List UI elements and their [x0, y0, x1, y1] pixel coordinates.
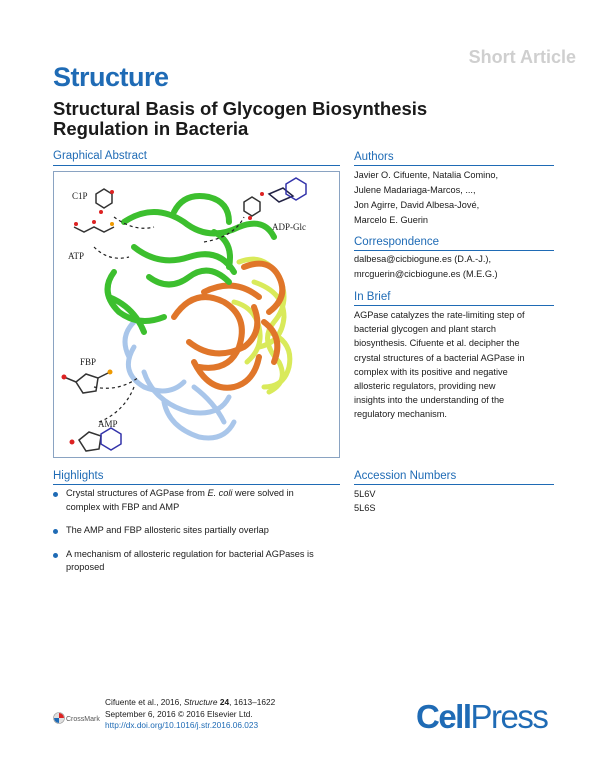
highlight-item [53, 548, 343, 575]
brief-line: regulatory mechanism. [354, 409, 447, 420]
author-line: Javier O. Cifuente, Natalia Comino, [354, 170, 498, 180]
email-link[interactable]: mrcguerin@cicbiogune.es (M.E.G.) [354, 269, 498, 279]
highlight-text: proposed [66, 562, 105, 572]
highlight-item [53, 487, 343, 514]
crossmark-text: CrossMark [66, 716, 100, 723]
ligand-amp [70, 428, 122, 451]
highlights-list [53, 487, 343, 585]
journal-name: Structure [53, 62, 169, 92]
logo-press: Press [470, 698, 548, 735]
citation-journal: Structure [183, 697, 218, 707]
accession-list [354, 487, 375, 515]
brief-line: complex with its positive and negative [354, 366, 508, 377]
accession-numbers-heading: Accession Numbers [354, 470, 457, 482]
bullet-icon [53, 553, 58, 558]
accession-number[interactable]: 5L6S [354, 503, 376, 513]
brief-line: insights into the understanding of the [354, 395, 505, 406]
label-atp: ATP [68, 251, 85, 261]
brief-line: biosynthesis. Cifuente et al. decipher the [354, 338, 520, 349]
highlight-italic: E. coli [207, 488, 233, 498]
citation-pages: , 1613–1622 [229, 697, 276, 707]
section-rule [53, 165, 340, 166]
authors-heading: Authors [354, 151, 394, 163]
citation-block [105, 697, 275, 732]
doi-link[interactable]: http://dx.doi.org/10.1016/j.str.2016.06.023 [105, 720, 259, 730]
crossmark-icon [53, 711, 101, 725]
accession-number[interactable]: 5L6V [354, 489, 376, 499]
section-rule [53, 484, 340, 485]
highlight-text: complex with FBP and AMP [66, 501, 180, 512]
graphical-abstract-figure [53, 171, 340, 458]
title-line-1: Structural Basis of Glycogen Biosynthesis [53, 98, 428, 119]
bullet-icon [53, 529, 58, 534]
in-brief-text [354, 308, 550, 422]
author-line: Julene Madariaga-Marcos, ..., [354, 185, 476, 195]
highlight-text: The AMP and FBP allosteric sites partially overlap [66, 525, 269, 535]
citation-date: September 6, 2016 © 2016 Elsevier Ltd. [105, 708, 253, 719]
cellpress-logo [416, 698, 547, 736]
brief-line: crystal structures of a bacterial AGPase in [354, 352, 525, 363]
ligand-c1p [96, 189, 114, 214]
highlight-item [53, 524, 343, 538]
brief-line: allosteric regulators, providing new [354, 381, 496, 392]
protein-structure-illustration [54, 172, 339, 457]
authors-list [354, 168, 554, 228]
graphical-abstract-heading: Graphical Abstract [53, 150, 147, 162]
ligand-adp-glc [244, 178, 306, 220]
ligand-fbp [62, 370, 113, 394]
citation-volume: 24 [217, 697, 230, 707]
crossmark-logo[interactable] [53, 711, 101, 730]
correspondence-heading: Correspondence [354, 236, 440, 248]
citation-line [105, 697, 275, 709]
brief-line: AGPase catalyzes the rate-limiting step of [354, 310, 525, 320]
author-line: Marcelo E. Guerin [354, 215, 429, 225]
ligand-atp [74, 220, 114, 232]
section-rule [354, 165, 554, 166]
label-fbp: FBP [80, 357, 97, 367]
section-rule [354, 305, 554, 306]
section-rule [354, 484, 554, 485]
highlights-heading: Highlights [53, 470, 104, 482]
email-link[interactable]: dalbesa@cicbiogune.es (D.A.-J.), [354, 254, 491, 264]
highlight-text: Crystal structures of AGPase from [66, 488, 208, 498]
logo-cell: Cell [416, 698, 471, 735]
article-type-label: Short Article [468, 47, 576, 67]
citation-authors: Cifuente et al., 2016, [105, 697, 184, 707]
correspondence-emails [354, 252, 554, 282]
highlight-text: were solved in [232, 488, 294, 498]
label-c1p: C1P [72, 191, 88, 201]
article-title [53, 99, 473, 139]
bullet-icon [53, 492, 58, 497]
in-brief-heading: In Brief [354, 291, 391, 303]
label-amp: AMP [98, 419, 118, 429]
author-line: Jon Agirre, David Albesa-Jové, [354, 200, 480, 210]
highlight-text: A mechanism of allosteric regulation for bacterial AGPases is [66, 548, 314, 559]
title-line-2: Regulation in Bacteria [53, 118, 249, 139]
label-adp-glc: ADP-Glc [272, 222, 306, 232]
section-rule [354, 250, 554, 251]
brief-line: bacterial glycogen and plant starch [354, 324, 496, 335]
blue-domain [125, 322, 234, 438]
